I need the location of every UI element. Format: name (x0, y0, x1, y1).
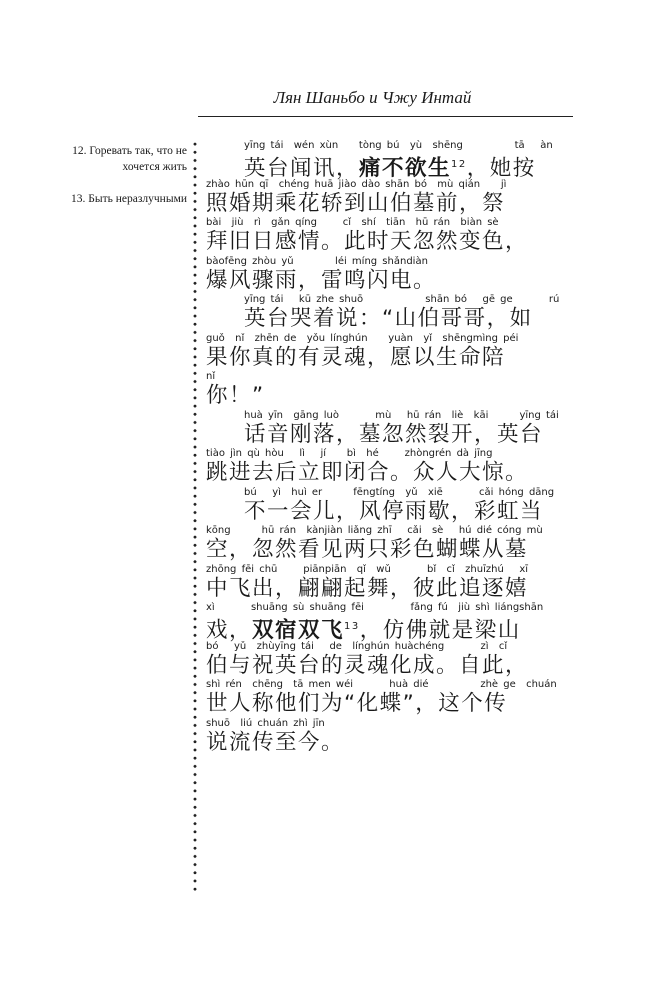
hanzi-segment: 世人称他们为“化蝶”，这个传 (206, 691, 508, 716)
text-line (206, 139, 572, 181)
hanzi-segment: 说流传至今。 (206, 729, 345, 755)
pinyin-line: yīng tái kū zhe shuō shān bó gē ge rú (244, 294, 560, 305)
hanzi-segment: ，她按 (466, 156, 536, 181)
text-line (206, 216, 572, 255)
note-text: Быть неразлучными (88, 193, 187, 205)
text-line (206, 332, 572, 371)
text-line (206, 486, 572, 525)
hanzi-segment: 照婚期乘花轿到山伯墓前，祭 (206, 190, 506, 216)
text-line (206, 563, 572, 602)
header-rule (198, 116, 573, 117)
story-text (206, 139, 572, 755)
hanzi-line (206, 538, 572, 562)
hanzi-segment: 英台哭着说：“山伯哥哥，如 (244, 306, 533, 331)
page-header-title: Лян Шаньбо и Чжу Интай (273, 88, 472, 107)
hanzi-line (206, 346, 572, 370)
pinyin-line: huà yīn gāng luò mù hū rán liè kāi yīng tái (244, 409, 559, 421)
text-line (206, 409, 572, 448)
bold-phrase: 双宿双飞 (252, 618, 345, 643)
note-text: Горевать так, что не хочется жить (89, 145, 187, 173)
hanzi-segment: 不一会儿，风停雨歇，彩虹当 (244, 498, 544, 524)
hanzi-segment: 戏， (206, 618, 253, 643)
hanzi-line (206, 192, 572, 216)
hanzi-line (206, 500, 572, 524)
hanzi-segment: 跳进去后立即闭合。众人大惊。 (206, 460, 529, 485)
footnote-ref: 13 (344, 621, 360, 632)
hanzi-line (206, 731, 572, 755)
text-line (206, 178, 572, 217)
hanzi-segment: 爆风骤雨，雷鸣闪电。 (206, 267, 437, 293)
pinyin-line: bàofēng zhòu yǔ léi míng shǎndiàn (206, 255, 428, 267)
pinyin-line: zhào hūn qī chéng huā jiào dào shān bó mù qián jì (206, 178, 507, 190)
pinyin-line: guǒ nǐ zhēn de yǒu línghún yuàn yǐ shēngmìng péi (206, 332, 519, 344)
margin-note (40, 143, 187, 175)
hanzi-segment: 你！” (206, 383, 265, 408)
pinyin-line: tiào jìn qù hòu lì jí bì hé zhòngrén dà jīng (206, 448, 493, 459)
hanzi-segment: 果你真的有灵魂，愿以生命陪 (206, 344, 506, 370)
text-line (206, 293, 572, 332)
hanzi-line (206, 692, 572, 716)
text-line (206, 640, 572, 679)
dotted-divider (193, 140, 197, 892)
pinyin-line: bài jiù rì gǎn qíng cǐ shí tiān hū rán biàn sè (206, 217, 499, 228)
hanzi-line (206, 654, 572, 678)
pinyin-line: bó yǔ zhùyīng tái de línghún huàchéng zì cǐ (206, 640, 508, 652)
pinyin-line: zhōng fēi chū piānpiān qǐ wǔ bǐ cǐ zhuīzhú xī (206, 563, 529, 575)
hanzi-segment: 拜旧日感情。此时天忽然变色， (206, 229, 529, 254)
pinyin-line: bú yì huì er fēngtíng yǔ xiē cǎi hóng dāng (244, 486, 555, 498)
hanzi-segment: 伯与祝英台的灵魂化成。自此， (206, 652, 529, 678)
note-number: 13. (71, 193, 86, 205)
hanzi-segment: 空，忽然看见两只彩色蝴蝶从墓 (206, 537, 529, 562)
hanzi-segment: 英台闻讯， (244, 156, 360, 181)
hanzi-line (206, 577, 572, 601)
hanzi-line (206, 307, 572, 331)
text-line (206, 601, 572, 643)
hanzi-line (206, 423, 572, 447)
margin-notes (40, 143, 187, 223)
bold-phrase: 痛不欲生 (359, 156, 452, 181)
text-line (206, 678, 572, 717)
hanzi-line (206, 230, 572, 254)
hanzi-line (206, 384, 572, 408)
text-line (206, 255, 572, 294)
note-number: 12. (72, 145, 87, 157)
pinyin-line: nǐ (206, 371, 216, 382)
hanzi-segment: ，仿佛就是梁山 (359, 618, 521, 643)
footnote-ref: 12 (451, 159, 467, 170)
pinyin-line: shuō liú chuán zhì jīn (206, 717, 325, 729)
hanzi-segment: 话音刚落，墓忽然裂开，英台 (244, 421, 544, 447)
text-line (206, 717, 572, 756)
hanzi-line (206, 269, 572, 293)
pinyin-line: xì shuāng sù shuāng fēi fǎng fú jiù shì liángshān (206, 602, 544, 613)
pinyin-line: kōng hū rán kànjiàn liǎng zhī cǎi sè hú dié cóng mù (206, 525, 543, 536)
text-line (206, 524, 572, 563)
text-line (206, 447, 572, 486)
text-line (206, 370, 572, 409)
pinyin-line: yīng tái wén xùn tòng bú yù shēng tā àn (244, 140, 553, 151)
margin-note (40, 191, 187, 207)
hanzi-line (206, 461, 572, 485)
hanzi-segment: 中飞出，翩翩起舞，彼此追逐嬉 (206, 575, 529, 601)
pinyin-line: shì rén chēng tā men wéi huà dié zhè ge chuán (206, 679, 557, 690)
